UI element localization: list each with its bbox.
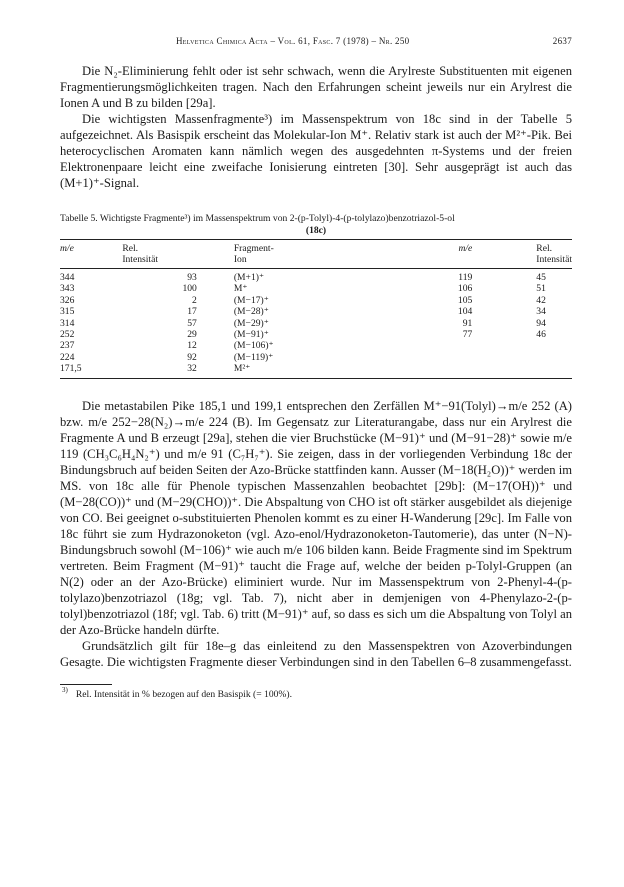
footnote <box>60 686 572 700</box>
fragment-table <box>60 239 572 379</box>
footnote-text: Rel. Intensität in % bezogen auf den Basispik (= 100%). <box>75 688 292 700</box>
intensity-cell: 93 <box>187 272 197 283</box>
intensity-cell-right: 51 <box>536 283 546 295</box>
mz-cell: 224 <box>60 351 75 363</box>
fragment-ion-cell: M²⁺ <box>233 363 251 375</box>
table-caption-text: Tabelle 5. Wichtigste Fragmente³) im Massenspektrum von 2-(p-Tolyl)-4-(p-tolylazo)benzotriazol-5-ol <box>60 213 455 224</box>
page <box>60 36 572 700</box>
table-row <box>60 269 572 284</box>
mz-cell: 252 <box>60 329 75 341</box>
intensity-cell: 92 <box>187 351 197 363</box>
table-row <box>60 295 572 306</box>
fragment-ion-cell: (M−106)⁺ <box>233 340 274 352</box>
intensity-cell-right <box>536 352 572 363</box>
header-mz: m/e <box>60 243 74 254</box>
paragraph: Die wichtigsten Massenfragmente³) im Massenspektrum von 18c sind in der Tabelle 5 aufgezeichnet. Als Basispik erscheint das Molekular-Ion M⁺. Relativ stark ist auch der M²⁺-Pik. Bei heterocyclischen Aromaten kann nämlich wegen des ausgedehnten π-Systems und der freien Elektronenpaare leicht eine zweifache Ionisierung eintreten [30]. Sehr ausgeprägt ist auch das (M+1)⁺-Signal. <box>60 112 572 190</box>
footnote-rule <box>60 684 112 685</box>
intensity-cell: 100 <box>182 283 197 295</box>
intensity-cell-right: 45 <box>536 272 546 283</box>
fragment-ion-cell: (M+1)⁺ <box>233 272 265 283</box>
mz-cell-right: 106 <box>457 283 473 295</box>
fragment-ion-cell: (M−119)⁺ <box>233 351 274 363</box>
header-rel-intensity-right: Rel. Intensität <box>536 243 572 265</box>
intensity-cell-right <box>536 340 572 351</box>
mz-cell: 171,5 <box>60 363 82 375</box>
table-row <box>60 283 572 294</box>
intensity-cell-right: 42 <box>536 294 546 306</box>
mz-cell: 237 <box>60 340 75 352</box>
running-header <box>60 36 572 46</box>
table-header-row <box>60 240 572 269</box>
mz-cell-right: 91 <box>462 317 473 329</box>
paragraph: Grundsätzlich gilt für 18e–g das einleitend zu den Massenspektren von Azoverbindungen Gesagte. Die wichtigsten Fragmente dieser Verbindungen sind in den Tabellen 6–8 zusammengefasst. <box>60 638 572 669</box>
mz-cell-right: 119 <box>458 272 473 283</box>
table-row <box>60 329 572 340</box>
journal-line: Helvetica Chimica Acta – Vol. 61, Fasc. 7 (1978) – Nr. 250 <box>176 36 410 46</box>
intensity-cell-right: 34 <box>536 306 546 318</box>
mz-cell-right: 104 <box>457 306 473 318</box>
mz-cell-right <box>356 352 536 363</box>
table-row <box>60 352 572 363</box>
page-number: 2637 <box>552 36 572 46</box>
mz-cell-right <box>356 340 536 351</box>
mz-cell-right <box>356 363 536 378</box>
table-row <box>60 306 572 317</box>
table-row <box>60 340 572 351</box>
mz-cell: 343 <box>60 283 75 295</box>
fragment-ion-cell: (M−29)⁺ <box>233 317 269 329</box>
mz-cell: 315 <box>60 306 75 318</box>
mz-cell: 314 <box>60 317 75 329</box>
paragraph: Die metastabilen Pike 185,1 und 199,1 entsprechen den Zerfällen M⁺−91(Tolyl)→m/e 252 (A) bzw. m/e 252−28(N₂)→m/e 224 (B). Im Gegensatz zur Literaturangabe, dass nur ein Arylrest die Fragmente A und B erzeugt [29a], stehen die vier Bruchstücke (M−91)⁺ und (M−91−28)⁺ sowie m/e 119 (CH₃C₆H₄N₂⁺) und m/e 91 (C₇H₇⁺). Sie zeigen, dass in der vorliegenden Verbindung 18c der Bindungsbruch auf beiden Seiten der Azo-Brücke stattfinden kann. Ausser (M−18(H₂O))⁺ werden im MS. von 18c alle für Phenole typischen Massenzahlen beobachtet [29b]: (M−17(OH))⁺ und (M−28(CO))⁺ und (M−29(CHO))⁺. Die Abspaltung von CHO ist oft stärker ausgebildet als diejenige von CO. Bei geeignet o-substituierten Phenolen kommt es zu einer H-Wanderung [29c]. Im Falle von 18c führt sie zum Hydrazonoketon (vgl. Azo-enol/Hydrazonoketon-Tautomerie), das unter (N−N)-Bindungsbruch sowohl (M−106)⁺ wie auch m/e 106 bilden kann. Beide Fragmente sind im Spektrum vertreten. Beim Fragment (M−91)⁺ taucht die Frage auf, welche der beiden p-Tolyl-Gruppen (an N(2) oder an der Azo-Brücke) eliminiert wurde. Nur im Massenspektrum von 2-Phenyl-4-(p-tolylazo)benzotriazol (18g; vgl. Tab. 7), nicht aber in demjenigen von 4-Phenylazo-2-(p-tolyl)benzotriazol (18f; vgl. Tab. 6) tritt (M−91)⁺ auf, so dass es sich um die Abspaltung von Tolyl an der Azo-Brücke handeln dürfte. <box>60 398 572 637</box>
mz-cell-right: 105 <box>457 294 473 306</box>
header-mz-right: m/e <box>458 243 473 254</box>
intensity-cell: 57 <box>187 317 197 329</box>
mz-cell: 326 <box>60 294 75 306</box>
header-fragment-ion: Fragment- Ion <box>233 243 274 265</box>
fragment-ion-cell: (M−28)⁺ <box>233 306 269 318</box>
fragment-ion-cell: M⁺ <box>233 283 248 295</box>
mz-cell: 344 <box>60 272 75 283</box>
table-caption-compound: (18c) <box>305 225 327 236</box>
intensity-cell-right <box>536 363 572 378</box>
intensity-cell-right: 94 <box>536 317 546 329</box>
paragraph: Die N₂-Eliminierung fehlt oder ist sehr schwach, wenn die Arylreste Substituenten mit eigenen Fragmentierungsmöglichkeiten tragen. Nach den Erfahrungen scheint jeweils nur ein Arylrest die Ionen A und B zu bilden [29a]. <box>60 64 572 110</box>
intensity-cell: 29 <box>187 329 197 341</box>
footnote-marker: 3) <box>62 686 68 695</box>
intensity-cell: 12 <box>187 340 197 352</box>
intensity-cell-right: 46 <box>536 329 546 341</box>
table-caption <box>60 213 572 236</box>
table-row <box>60 363 572 378</box>
fragment-ion-cell: (M−17)⁺ <box>233 294 269 306</box>
table-row <box>60 318 572 329</box>
mz-cell-right: 77 <box>462 329 473 341</box>
header-rel-intensity: Rel. Intensität <box>122 243 159 265</box>
intensity-cell: 2 <box>192 294 197 306</box>
fragment-ion-cell: (M−91)⁺ <box>233 329 269 341</box>
intensity-cell: 32 <box>187 363 197 375</box>
intensity-cell: 17 <box>187 306 197 318</box>
